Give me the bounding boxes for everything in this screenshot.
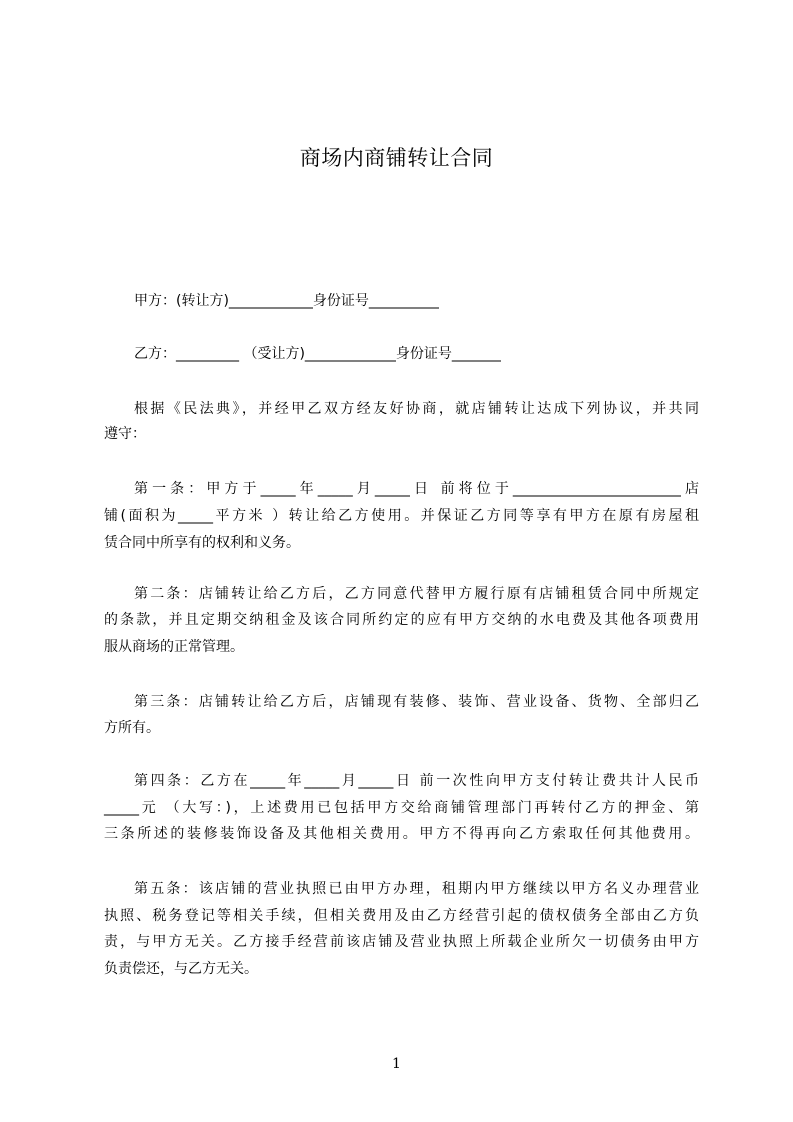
article5-line-2: 执照、税务登记等相关手续，但相关费用及由乙方经营引起的债权债务全部由乙方负 xyxy=(104,908,699,924)
article4-line-3: 三条所述的装修装饰设备及其他相关费用。甲方不得再向乙方索取任何其他费用。 xyxy=(104,826,699,842)
article5-line-4: 负责偿还，与乙方无关。 xyxy=(104,961,258,977)
article2-line-1: 第二条：店铺转让给乙方后，乙方同意代替甲方履行原有店铺租赁合同中所规定 xyxy=(134,586,699,602)
preamble-line-2: 遵守： xyxy=(104,426,146,442)
article3-line-2: 方所有。 xyxy=(104,720,160,736)
article2-line-2: 的条款，并且定期交纳租金及该合同所约定的应有甲方交纳的水电费及其他各项费用 xyxy=(104,612,699,628)
document-title: 商场内商铺转让合同 xyxy=(299,146,494,170)
preamble-line-1: 根据《民法典》，并经甲乙双方经友好协商，就店铺转让达成下列协议，并共同 xyxy=(134,401,699,417)
article4-line-2: _____元 （大写：)，上述费用已包括甲方交给商铺管理部门再转付乙方的押金、第 xyxy=(104,800,699,816)
article3-line-1: 第三条：店铺转让给乙方后，店铺现有装修、装饰、营业设备、货物、全部归乙 xyxy=(134,694,699,710)
article4-line-1: 第四条：乙方在_____年_____月_____日 前一次性向甲方支付转让费共计人民币 xyxy=(134,773,699,789)
article5-line-3: 责，与甲方无关。乙方接手经营前该店铺及营业执照上所载企业所欠一切债务由甲方 xyxy=(104,934,699,950)
party-b-line: 乙方：_________ （受让方)_____________身份证号_______ xyxy=(134,346,501,362)
article1-line-3: 赁合同中所享有的权利和义务。 xyxy=(104,535,300,551)
party-a-line: 甲方：(转让方)____________身份证号__________ xyxy=(134,293,439,309)
article1-line-1: 第一条：甲方于_____年_____月_____日 前将位于________________________店 xyxy=(134,481,699,497)
article5-line-1: 第五条：该店铺的营业执照已由甲方办理，租期内甲方继续以甲方名义办理营业 xyxy=(134,881,699,897)
article1-line-2: 铺(面积为_____平方米 ）转让给乙方使用。并保证乙方同等享有甲方在原有房屋租 xyxy=(104,508,699,524)
article2-line-3: 服从商场的正常管理。 xyxy=(104,639,244,655)
page-number: 1 xyxy=(392,1056,401,1072)
